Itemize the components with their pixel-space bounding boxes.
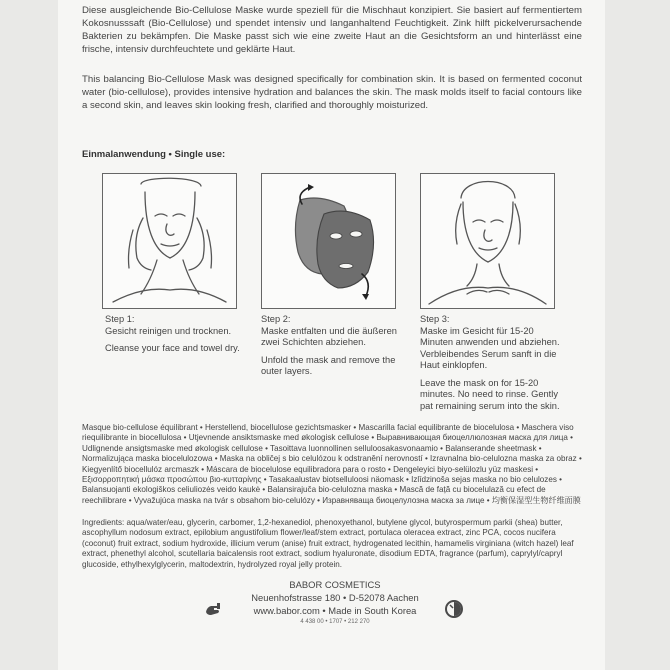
step-2-english: Unfold the mask and remove the outer layers. bbox=[261, 354, 396, 376]
company-website: www.babor.com • Made in South Korea bbox=[253, 605, 417, 616]
step-3-english: Leave the mask on for 15-20 minutes. No need to rinse. Gently pat remaining serum into the skin. bbox=[420, 377, 560, 411]
intro-text-english: This balancing Bio-Cellulose Mask was designed specifically for combination skin. It is based on fermented coconut water (bio-cellulose), provides intensive hydration and balances the skin. The mask molds itself to facial contours like a second skin, and leaves skin looking fresh, clarified and thoroughly moisturized. bbox=[82, 74, 582, 111]
step-3-german: Maske im Gesicht für 15-20 Minuten anwenden und abziehen. Verbleibendes Serum sanft in die Haut einklopfen. bbox=[420, 325, 560, 370]
step-3-text bbox=[420, 314, 560, 412]
pao-open-jar-icon bbox=[444, 599, 464, 624]
company-name: BABOR COSMETICS bbox=[289, 579, 381, 590]
product-code: 4 438 00 • 1707 • 212 270 bbox=[300, 619, 370, 625]
step-2-german: Maske entfalten und die äußeren zwei Schichten abziehen. bbox=[261, 325, 397, 347]
company-address: Neuenhofstrasse 180 • D-52078 Aachen bbox=[251, 592, 419, 603]
face-cleansing-icon bbox=[103, 174, 236, 308]
intro-text-german: Diese ausgleichende Bio-Cellulose Maske wurde speziell für die Mischhaut konzipiert. Sie basiert auf fermentiertem Kokosnusssaft (Bio-Cellulose) und spendet intensiv und langanhaltend Feuchtigkeit. Zink hilft pickelverursachende Bakterien zu bekämpfen. Die Maske passt sich wie eine zweite Haut an die Gesichtsform an und hinterlässt eine frische, intensiv durchfeuchtete und geklärte Haut. bbox=[82, 5, 582, 55]
step-1-english: Cleanse your face and towel dry. bbox=[105, 343, 240, 353]
step-3-illustration bbox=[420, 173, 555, 309]
step-2-title: Step 2: bbox=[261, 314, 291, 324]
step-1-illustration bbox=[102, 173, 237, 309]
step-2-text bbox=[261, 314, 397, 378]
step-2-illustration bbox=[261, 173, 396, 309]
step-1-german: Gesicht reinigen und trocknen. bbox=[105, 325, 232, 336]
step-3-title: Step 3: bbox=[420, 314, 450, 324]
step-1-title: Step 1: bbox=[105, 314, 135, 324]
footer bbox=[0, 578, 670, 627]
ingredients-list: Ingredients: aqua/water/eau, glycerin, carbomer, 1,2-hexanediol, phenoxyethanol, butylene glycol, butyrospermum parkii (shea) butter, ascophyllum nodosum extract, epilobium angustifolium flower/leaf/stem extract, portulaca oleracea extract, zinc PCA, cocos nucifera (coconut) fruit extract, sodium hydroxide, illicium verum (anise) fruit extract, hydrogenated lecithin, hamamelis virginiana (witch hazel) leaf extract, phenethyl alcohol, scutellaria baicalensis root extract, sodium hyaluronate, disodium EDTA, fragrance (parfum), caprylyl/capryl glucoside, ethylhexylglycerin, maltodextrin, hydrolyzed royal jelly protein. bbox=[82, 518, 574, 569]
step-1-text bbox=[105, 314, 245, 355]
face-with-mask-icon bbox=[421, 174, 554, 308]
hand-disposal-icon bbox=[203, 600, 223, 625]
single-use-heading: Einmalanwendung • Single use: bbox=[82, 149, 226, 160]
mask-unfolding-icon bbox=[262, 174, 395, 308]
product-name-translations: Masque bio-cellulose équilibrant • Herstellend, biocellulose gezichtsmasker • Mascarilla facial equilibrante de biocelulosa • Maschera viso riequilibrante in biocellulosa • Utjevnende ansiktsmaske med økologisk cellulose • Выравнивающая биоцеллюлозная маска для лица • Udlignende ansigtsmaske med økologisk cellulose • Tasoittava luonnollinen selluloosakasvonaamio • Balanserande sheetmask • Normalizująca maska biocelulozowa • Maska na obličej s bio celulózou k odstranění nerovností • Izravnalna bio-celulozna maska za obraz • Kiegyenlítő biocellulóz arcmaszk • Máscara de biocelulose equilibradora para o rosto • Dengeleyici biyo-selülozlu yüz maskesi • Εξισορροπητική μάσκα προσώπου βιο-κυτταρίνης • Tasakaalustav biotselluloosi näomask • Izlīdzinoša sejas maska no bio celulozes • Balansuojanti ekologiškos celiuliozės veido kaukė • Balansirajuča bio-celulozna maska • Mască de față cu biocelulază cu efect de reechilibrare • Vyvažujúca maska na tvár s obsahom bio-celulózy • Изравняваща биоцелулозна маска за лице • 均衡保湿型生物纤维面膜 bbox=[82, 423, 582, 505]
